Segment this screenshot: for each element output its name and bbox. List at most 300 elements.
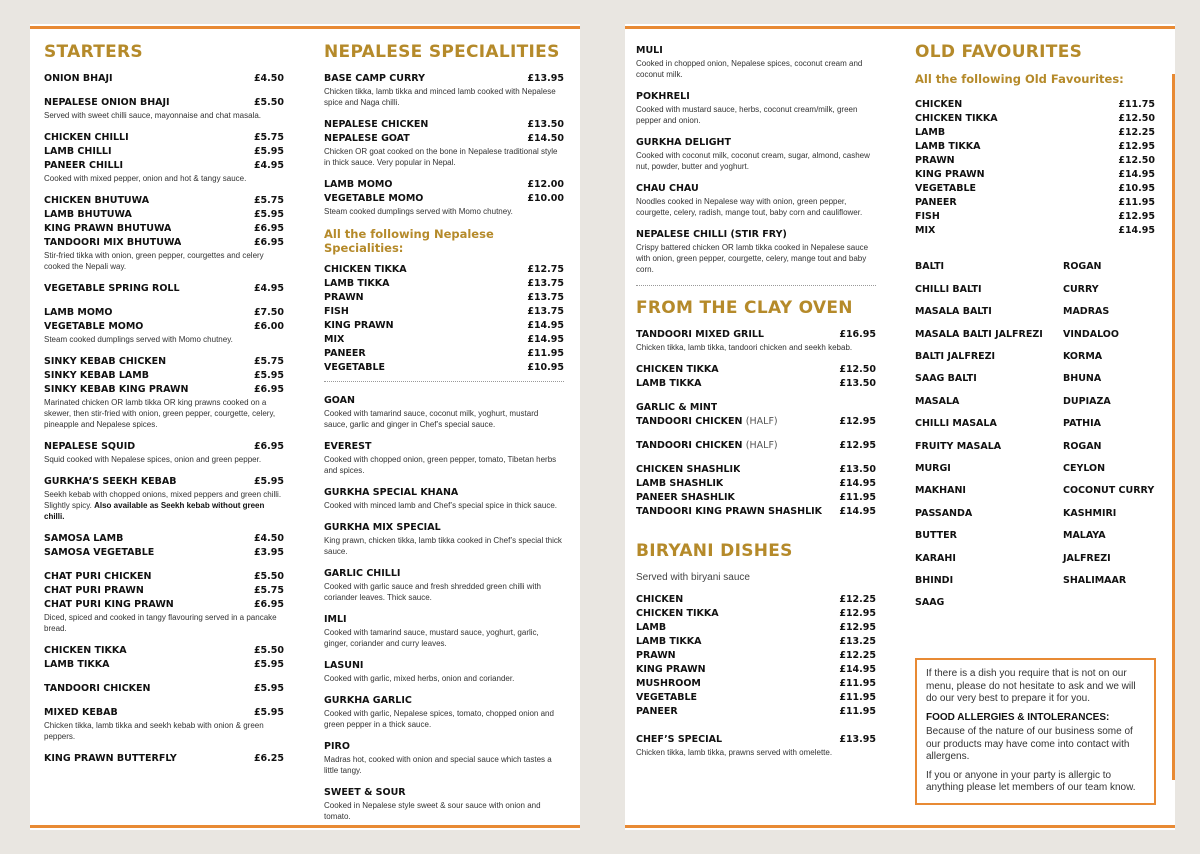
item-name: LAMB MOMO [324,179,393,191]
sauce-style [636,182,876,218]
item-price: £5.50 [253,97,284,109]
section-title-nepalese: NEPALESE SPECIALITIES [324,42,560,62]
menu-item-row [44,644,284,658]
item-name: CHICKEN [915,99,963,111]
item-price: £5.95 [253,659,284,671]
item-name: TANDOORI CHICKEN (HALF) [636,440,778,452]
section-title-clay-oven: FROM THE CLAY OVEN [636,298,853,318]
menu-item-row [324,132,564,146]
curry-style-item: SAAG [915,597,945,609]
style-name: PIRO [324,741,350,753]
menu-item-row [636,363,876,377]
menu-item-group [44,96,284,121]
sauce-style [324,486,564,511]
curry-style-item: MASALA [915,395,960,407]
menu-item-row [636,649,876,663]
item-name: VEGETABLE MOMO [324,193,424,205]
style-name: GARLIC CHILLI [324,568,401,580]
item-price: £12.95 [839,440,876,452]
item-name: SINKY KEBAB KING PRAWN [44,384,189,396]
item-name: VEGETABLE MOMO [44,321,144,333]
item-price: £6.95 [253,384,284,396]
item-name: NEPALESE ONION BHAJI [44,97,170,109]
item-price: £14.50 [527,133,564,145]
menu-item-row [636,621,876,635]
item-price: £11.95 [839,691,876,703]
item-price: £4.95 [253,160,284,172]
menu-item-row [915,98,1155,112]
item-price: £12.95 [1118,211,1155,223]
curry-style-item: KORMA [1063,351,1103,363]
menu-item-row [636,463,876,477]
menu-item-group [636,463,876,519]
item-name: VEGETABLE SPRING ROLL [44,283,180,295]
item-price: £12.75 [527,264,564,276]
menu-item-row [44,440,284,454]
style-description: King prawn, chicken tikka, lamb tikka cooked in Chef’s special thick sauce. [324,536,562,557]
menu-item-row [915,182,1155,196]
menu-item-row [636,663,876,677]
style-name: GURKHA DELIGHT [636,137,731,148]
menu-item-row [915,168,1155,182]
nepalese-following-title: All the following Nepalese Specialities: [324,227,494,256]
item-price: £10.00 [527,193,564,205]
curry-style-item: ROGAN [1063,440,1102,452]
curry-style-item: DUPIAZA [1063,395,1111,407]
item-price: £11.95 [839,492,876,504]
menu-item-group [44,570,284,634]
curry-style-item: MASALA BALTI [915,306,992,318]
divider [324,381,564,382]
menu-item-row [636,415,876,429]
menu-item-row [44,96,284,110]
curry-style-item: PASSANDA [915,507,973,519]
item-name: NEPALESE SQUID [44,441,136,453]
item-name: VEGETABLE [915,183,977,195]
menu-item-row [44,282,284,296]
item-name: TANDOORI MIXED GRILL [636,329,764,341]
item-description: Marinated chicken OR lamb tikka OR king prawns cooked on a skewer, then stir-fried with onion, green pepper, courgette, celery, pineapple and Nepalese spices. [44,398,276,430]
section-title-old-favourites: OLD FAVOURITES [915,42,1083,62]
sauce-style [324,740,564,776]
item-name: LAMB BHUTUWA [44,209,132,221]
sauce-style [324,613,564,649]
section-title-starters: STARTERS [44,42,143,62]
menu-item-row [44,383,284,397]
menu-item-row [44,532,284,546]
item-price: £5.75 [253,356,284,368]
allergy-title: FOOD ALLERGIES & INTOLERANCES: [926,711,1110,723]
item-price: £12.50 [1118,113,1155,125]
item-name: CHICKEN [636,593,684,605]
style-description: Cooked with coconut milk, coconut cream, sugar, almond, cashew nut, powder, butter and yoghurt. [636,151,870,171]
nepalese-section [324,42,564,830]
menu-item-row [915,210,1155,224]
item-price: £11.95 [527,348,564,360]
item-name: FISH [324,306,349,318]
menu-page-right [625,24,1175,830]
curry-style-item: FRUITY MASALA [915,440,1002,452]
menu-item-group [44,355,284,430]
style-description: Cooked with tamarind sauce, coconut milk, yoghurt, mustard sauce, garlic and ginger in Chef’s special sauce. [324,409,539,430]
menu-item-row [44,159,284,173]
item-name: MIXED KEBAB [44,707,118,719]
item-description: Stir-fried tikka with onion, green pepper, courgettes and celery cooked the Nepali way. [44,251,264,272]
item-name: PANEER CHILLI [44,160,124,172]
item-name: SINKY KEBAB LAMB [44,370,149,382]
item-price: £5.95 [253,707,284,719]
menu-item-group [636,328,876,353]
menu-item-row [915,196,1155,210]
menu-item-row [636,401,876,415]
style-description: Crispy battered chicken OR lamb tikka cooked in Nepalese sauce with onion, green pepper, courgette, celery, mange tout and baby corn. [636,243,869,274]
item-price: £12.95 [1118,141,1155,153]
item-description-note: Also available as Seekh kebab without green chilli. [44,501,265,522]
item-description: Chicken tikka, lamb tikka and minced lamb cooked with Nepalese spice and Naga chilli. [324,87,556,108]
menu-item-row [44,194,284,208]
menu-item-group [44,440,284,465]
style-description: Madras hot, cooked with onion and special sauce which tastes a little tangy. [324,755,552,776]
menu-item-row [636,677,876,691]
menu-item-row [915,154,1155,168]
item-name: KING PRAWN BUTTERFLY [44,753,177,765]
sauce-style [636,228,876,275]
menu-item-row [44,208,284,222]
item-name: MIX [324,334,345,346]
item-price: £11.95 [839,705,876,717]
menu-item-row [636,607,876,621]
menu-item-group [636,401,876,429]
section-title-biryani: BIRYANI DISHES [636,541,793,562]
item-name: LAMB TIKKA [636,378,702,390]
item-description: Chicken OR goat cooked on the bone in Nepalese traditional style in thick sauce. Very popular in Nepal. [324,147,558,168]
curry-styles-grid [915,256,1155,615]
item-price: £5.75 [253,132,284,144]
menu-item-row [44,320,284,334]
sauce-style [324,567,564,603]
item-name: VEGETABLE [636,691,698,703]
item-name: LAMB TIKKA [915,141,981,153]
menu-item-row [636,491,876,505]
item-price: £5.95 [253,683,284,695]
menu-item-row [636,593,876,607]
curry-style-item: BUTTER [915,530,957,542]
menu-item-row [324,361,564,375]
allergy-text: Because of the nature of our business some of our products may have come into contact with allergens. [926,726,1133,762]
item-price: £12.95 [839,621,876,633]
item-price: £4.50 [253,533,284,545]
item-portion-note: (HALF) [745,416,778,428]
menu-item-row [44,752,284,766]
item-name: PRAWN [636,649,676,661]
menu-item-row [44,570,284,584]
style-description: Cooked with chopped onion, green pepper, tomato, Tibetan herbs and spices. [324,455,557,476]
item-name: GARLIC & MINT [636,402,718,414]
item-price: £5.50 [253,571,284,583]
curry-style-item: MURGI [915,463,951,475]
curry-style-item: CURRY [1063,283,1099,295]
item-price: £14.95 [839,663,876,675]
item-description: Steam cooked dumplings served with Momo chutney. [324,207,513,217]
curry-style-item: MASALA BALTI JALFREZI [915,328,1043,340]
item-name: LAMB TIKKA [324,278,390,290]
item-description: Chicken tikka, lamb tikka and seekh kebab with onion & green peppers. [44,721,264,742]
item-name: PANEER SHASHLIK [636,492,735,504]
item-description: Diced, spiced and cooked in tangy flavouring served in a pancake bread. [44,613,277,634]
style-name: EVEREST [324,441,372,453]
curry-styles-left [915,256,1063,615]
menu-item-row [915,126,1155,140]
clay-oven-list [636,328,876,519]
style-name: GOAN [324,395,355,407]
sauce-style [324,394,564,430]
item-price: £6.25 [253,753,284,765]
menu-item-row [636,439,876,453]
item-description: Chicken tikka, lamb tikka, tandoori chicken and seekh kebab. [636,343,853,353]
menu-item-row [636,705,876,719]
item-name: SAMOSA VEGETABLE [44,547,155,559]
item-price: £11.95 [1118,197,1155,209]
item-price: £16.95 [839,329,876,341]
menu-item-group [324,72,564,108]
item-price: £11.75 [1118,99,1155,111]
menu-item-group [44,644,284,672]
item-name: LAMB TIKKA [636,635,702,647]
item-price: £12.25 [839,649,876,661]
menu-item-row [44,131,284,145]
curry-style-item: PATHIA [1063,418,1102,430]
nepalese-following-list [324,263,564,375]
item-price: £11.95 [839,677,876,689]
item-name: CHICKEN TIKKA [636,607,719,619]
item-name: LAMB SHASHLIK [636,478,724,490]
item-price: £14.95 [527,334,564,346]
item-name: CHICKEN BHUTUWA [44,195,150,207]
sauce-style [636,136,876,172]
starters-section [44,42,284,776]
item-name: NEPALESE CHICKEN [324,119,429,131]
style-name: IMLI [324,614,347,626]
menu-item-row [44,369,284,383]
style-description: Cooked with garlic, Nepalese spices, tomato, chopped onion and green pepper in a thick sauce. [324,709,554,730]
item-price: £13.75 [527,278,564,290]
menu-item-row [915,140,1155,154]
curry-style-item: VINDALOO [1063,328,1119,340]
menu-item-row [636,635,876,649]
item-name: KING PRAWN [324,320,394,332]
style-name: CHAU CHAU [636,183,699,194]
item-price: £6.95 [253,223,284,235]
item-price: £13.50 [839,378,876,390]
menu-item-row [324,277,564,291]
item-name: FISH [915,211,940,223]
item-name: CHAT PURI KING PRAWN [44,599,174,611]
menu-item-row [44,706,284,720]
old-favourites-subtitle: All the following Old Favourites: [915,72,1124,87]
curry-style-item: MADRAS [1063,306,1110,318]
curry-style-item: CHILLI MASALA [915,418,997,430]
item-name: PRAWN [915,155,955,167]
item-name: PANEER [636,705,678,717]
menu-item-row [44,546,284,560]
menu-item-row [915,112,1155,126]
menu-item-row [636,477,876,491]
style-description: Cooked with minced lamb and Chef’s special spice in thick sauce. [324,501,558,511]
top-accent-stripe [30,26,580,29]
item-description: Chicken tikka, lamb tikka, prawns served with omelette. [636,747,833,757]
item-price: £14.95 [1118,225,1155,237]
menu-item-group [636,439,876,453]
menu-item-group [44,131,284,184]
menu-page-left [30,24,580,830]
menu-item-row [636,328,876,342]
item-price: £6.00 [253,321,284,333]
curry-style-item: ROGAN [1063,261,1102,273]
right-accent-edge [1172,74,1175,780]
curry-styles-right [1063,256,1163,615]
item-name: SINKY KEBAB CHICKEN [44,356,167,368]
curry-style-item: SHALIMAAR [1063,575,1127,587]
item-name: BASE CAMP CURRY [324,73,425,85]
item-price: £13.50 [527,119,564,131]
item-name: LAMB MOMO [44,307,113,319]
item-price: £5.50 [253,645,284,657]
item-name: CHICKEN SHASHLIK [636,464,741,476]
item-price: £12.95 [839,416,876,428]
item-name: MIX [915,225,936,237]
menu-item-group [44,475,284,522]
item-name: TANDOORI CHICKEN [44,683,151,695]
style-description: Cooked in chopped onion, Nepalese spices, coconut cream and coconut milk. [636,59,863,79]
nepalese-list [324,72,564,217]
style-name: GURKHA GARLIC [324,695,412,707]
style-description: Cooked with garlic, mixed herbs, onion and coriander. [324,674,515,684]
item-description: Cooked with mixed pepper, onion and hot & tangy sauce. [44,174,247,184]
curry-style-item: BALTI JALFREZI [915,351,996,363]
style-name: POKHRELI [636,91,690,102]
menu-item-group [636,363,876,391]
item-name: KING PRAWN [915,169,985,181]
item-price: £12.50 [839,364,876,376]
item-price: £12.50 [1118,155,1155,167]
item-name: PANEER [915,197,957,209]
curry-style-item: BALTI [915,261,945,273]
item-price: £4.95 [253,283,284,295]
item-name: SAMOSA LAMB [44,533,124,545]
item-name: LAMB [915,127,946,139]
sauce-style [636,44,876,80]
item-price: £14.95 [527,320,564,332]
curry-style-item: MAKHANI [915,485,966,497]
notice-closing: If you or anyone in your party is allergic to anything please let members of our team know. [926,769,1136,793]
curry-style-item: KASHMIRI [1063,507,1117,519]
item-name: GURKHA’S SEEKH KEBAB [44,476,177,488]
item-name: TANDOORI KING PRAWN SHASHLIK [636,506,823,518]
menu-item-row [44,306,284,320]
item-price: £4.50 [253,73,284,85]
menu-item-row [44,658,284,672]
item-name: CHAT PURI CHICKEN [44,571,152,583]
item-price: £13.25 [839,635,876,647]
divider [636,285,876,286]
menu-item-group [44,682,284,696]
sauce-style [324,521,564,557]
menu-item-row [324,72,564,86]
menu-item-row [636,505,876,519]
item-name: KING PRAWN [636,663,706,675]
item-name: NEPALESE GOAT [324,133,410,145]
menu-item-row [324,347,564,361]
style-name: GURKHA MIX SPECIAL [324,522,441,534]
item-price: £5.95 [253,146,284,158]
item-price: £6.95 [253,441,284,453]
item-portion-note: (HALF) [745,440,778,452]
menu-item-row [44,222,284,236]
menu-item-row [44,598,284,612]
style-name: SWEET & SOUR [324,787,406,799]
curry-style-item: BHUNA [1063,373,1102,385]
item-name: CHAT PURI PRAWN [44,585,144,597]
item-price: £6.95 [253,599,284,611]
item-name: PRAWN [324,292,364,304]
item-price: £14.95 [839,506,876,518]
item-price: £5.75 [253,195,284,207]
item-name: CHICKEN CHILLI [44,132,129,144]
bottom-accent-stripe [625,825,1175,828]
curry-style-item: MALAYA [1063,530,1106,542]
menu-item-group [44,282,284,296]
item-price: £10.95 [527,362,564,374]
item-name: LAMB [636,621,667,633]
chefs-special [636,733,876,758]
curry-style-item: CEYLON [1063,463,1106,475]
item-price: £5.95 [253,370,284,382]
menu-item-row [324,263,564,277]
item-description: Squid cooked with Nepalese spices, onion and green pepper. [44,455,262,465]
item-description: Seekh kebab with chopped onions, mixed peppers and green chilli. Slightly spicy. Also available as Seekh kebab without green chilli. [44,490,282,522]
curry-style-item: SAAG BALTI [915,373,977,385]
menu-item-group [324,118,564,168]
menu-item-row [44,584,284,598]
curry-style-item: COCONUT CURRY [1063,485,1155,497]
menu-item-row [44,72,284,86]
item-price: £6.95 [253,237,284,249]
curry-style-item: JALFREZI [1063,552,1111,564]
item-price: £13.75 [527,292,564,304]
menu-item-row [44,145,284,159]
item-name: KING PRAWN BHUTUWA [44,223,172,235]
item-name: VEGETABLE [324,362,386,374]
style-description: Cooked in Nepalese style sweet & sour sauce with onion and tomato. [324,801,541,822]
item-name: TANDOORI CHICKEN (HALF) [636,416,778,428]
nepalese-styles-list [324,394,564,822]
item-name: CHICKEN TIKKA [44,645,127,657]
item-name: CHICKEN TIKKA [324,264,407,276]
menu-item-row [324,118,564,132]
style-name: GURKHA SPECIAL KHANA [324,487,459,499]
menu-item-row [324,319,564,333]
biryani-list [636,593,876,719]
menu-item-row [324,291,564,305]
sauce-style [324,694,564,730]
menu-item-row [324,305,564,319]
item-price: £7.50 [253,307,284,319]
notice-intro: If there is a dish you require that is not on our menu, please do not hesitate to ask and we will do our very best to prepare it for you. [926,668,1136,704]
menu-item-row [44,682,284,696]
old-favourites-list [915,98,1155,238]
item-name: CHEF’S SPECIAL [636,733,723,745]
item-price: £5.95 [253,209,284,221]
